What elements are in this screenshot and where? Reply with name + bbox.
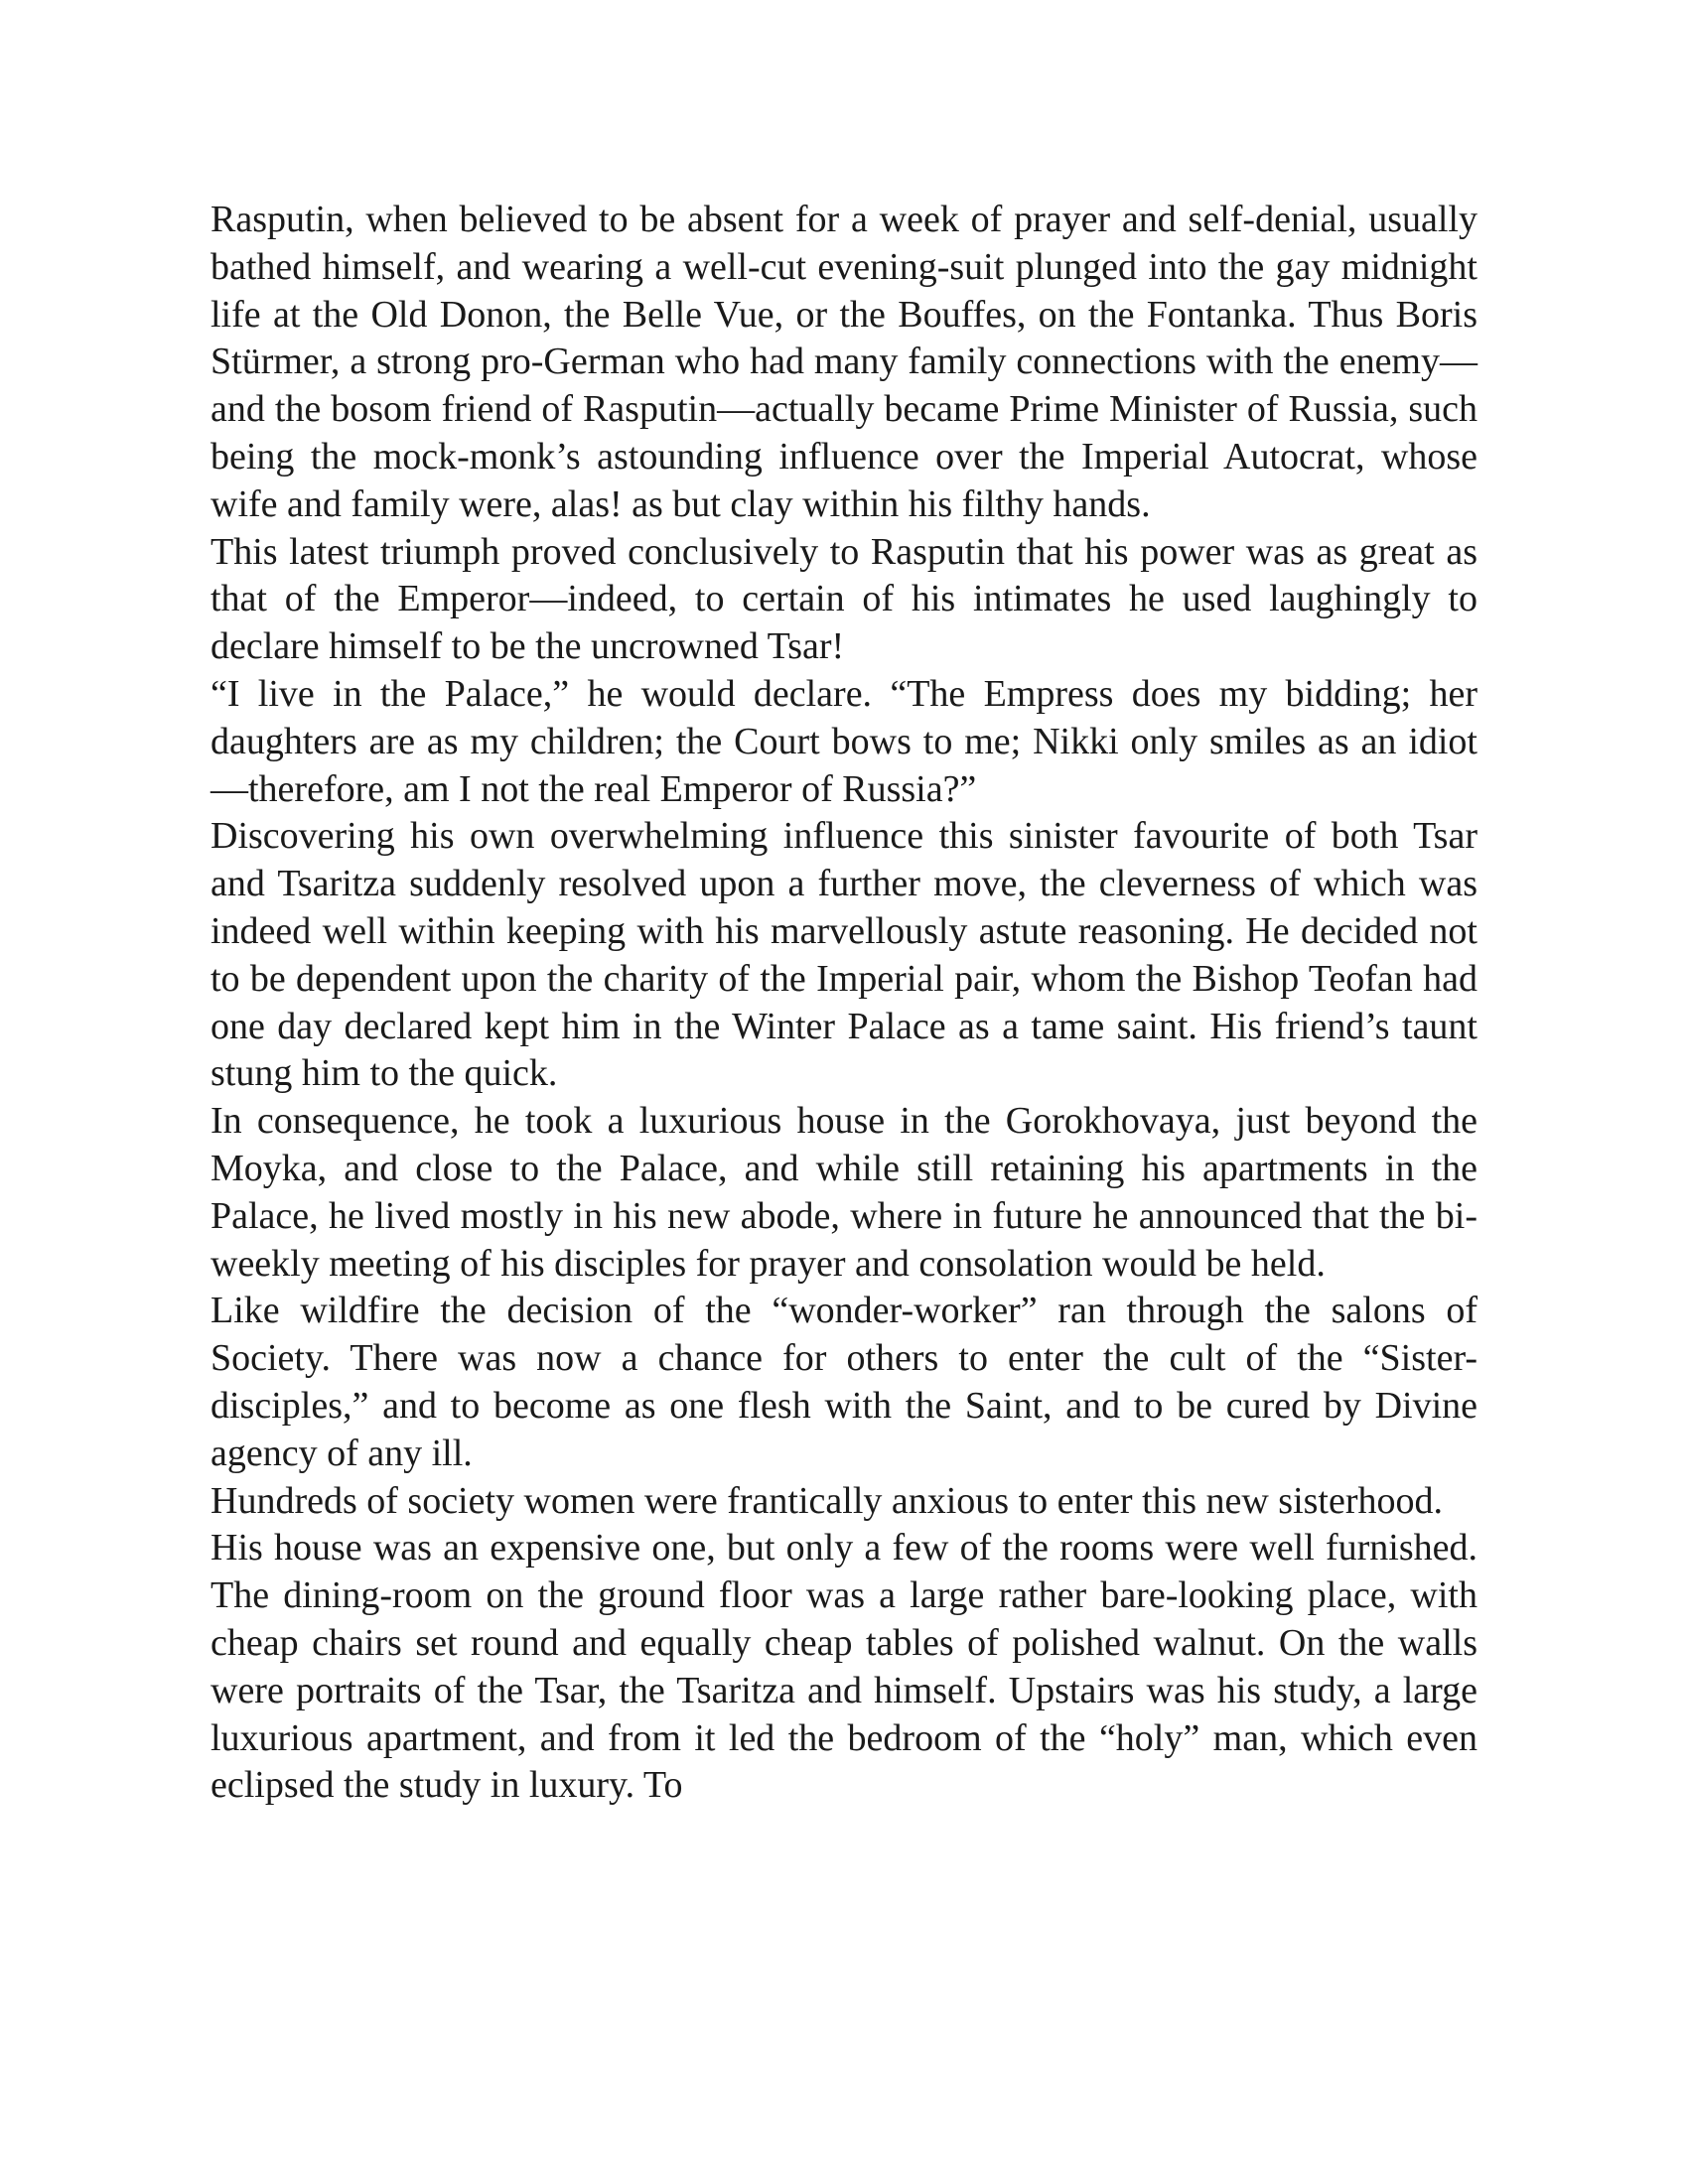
page-body [211,197,1477,1810]
paragraph-6: Like wildfire the decision of the “wonder-worker” ran through the salons of Society. There was now a chance for others to enter the cult of the “Sister-disciples,” and to become as one flesh with the Saint, and to be cured by Divine agency of any ill. [211,1290,1477,1474]
paragraph-8: His house was an expensive one, but only a few of the rooms were well furnished. The dining-room on the ground floor was a large rather bare-looking place, with cheap chairs set round and equally cheap tables of polished walnut. On the walls were portraits of the Tsar, the Tsaritza and himself. Upstairs was his study, a large luxurious apartment, and from it led the bedroom of the “holy” man, which even eclipsed the study in luxury. To [211,1527,1477,1807]
paragraph-5: In consequence, he took a luxurious house in the Gorokhovaya, just beyond the Moyka, and close to the Palace, and while still retaining his apartments in the Palace, he lived mostly in his new abode, where in future he announced that the bi-weekly meeting of his disciples for prayer and consolation would be held. [211,1100,1477,1285]
paragraph-7: Hundreds of society women were frantically anxious to enter this new sisterhood. [211,1479,1444,1522]
paragraph-4: Discovering his own overwhelming influence this sinister favourite of both Tsar and Tsaritza suddenly resolved upon a further move, the cleverness of which was indeed well within keeping with his marvellously astute reasoning. He decided not to be dependent upon the charity of the Imperial pair, whom the Bishop Teofan had one day declared kept him in the Winter Palace as a tame saint. His friend’s taunt stung him to the quick. [211,815,1477,1095]
paragraph-1: Rasputin, when believed to be absent for a week of prayer and self-denial, usually bathed himself, and wearing a well-cut evening-suit plunged into the gay midnight life at the Old Donon, the Belle Vue, or the Bouffes, on the Fontanka. Thus Boris Stürmer, a strong pro-German who had many family connections with the enemy—and the bosom friend of Rasputin—actually became Prime Minister of Russia, such being the mock-monk’s astounding influence over the Imperial Autocrat, whose wife and family were, alas! as but clay within his filthy hands. [211,199,1477,525]
paragraph-2: This latest triumph proved conclusively to Rasputin that his power was as great as that of the Emperor—indeed, to certain of his intimates he used laughingly to declare himself to be the uncrowned Tsar! [211,530,1477,668]
paragraph-3: “I live in the Palace,” he would declare. “The Empress does my bidding; her daughters are as my children; the Court bows to me; Nikki only smiles as an idiot—therefore, am I not the real Emperor of Russia?” [211,672,1477,810]
